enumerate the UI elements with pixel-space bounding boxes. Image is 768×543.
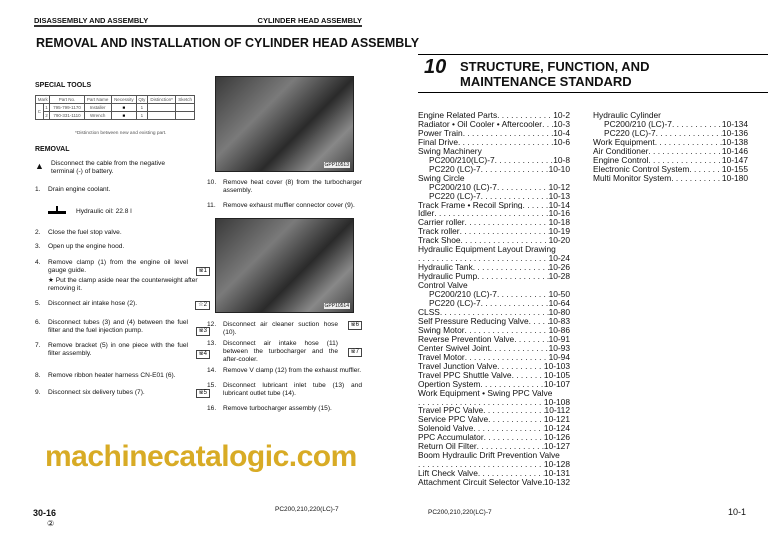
toc-entry-page: 10-134 [721, 119, 748, 129]
star-icon: ★ [48, 277, 56, 284]
toc-entry[interactable] [418, 183, 570, 192]
toc-entry-page: 10-64 [548, 299, 570, 308]
special-tools-heading: SPECIAL TOOLS [35, 82, 92, 89]
chapter-title: STRUCTURE, FUNCTION, AND MAINTENANCE STANDARD [460, 59, 650, 89]
toc-entry-label: Control Valve [418, 281, 468, 291]
toc-entry[interactable] [418, 335, 570, 344]
table-cell: 790-331-1110 [50, 112, 84, 120]
procedure-step: 9. Disconnect six delivery tubes (7). ※5 [35, 389, 210, 397]
procedure-step: 10. Remove heat cover (8) from the turbocharger assembly. [207, 179, 362, 195]
reference-mark: ※5 [196, 389, 210, 398]
procedure-step: 12. Disconnect air cleaner suction hose (10). ※6 [207, 321, 362, 337]
toc-entry-page: 10-93 [548, 343, 570, 353]
toc-entry-label: Hydraulic Tank [418, 263, 473, 273]
photo-label: GPP10514 [324, 303, 349, 309]
hydraulic-oil-spec: Hydraulic oil: 22.8 l [76, 208, 132, 215]
toc-entry-label: Travel Motor [418, 352, 465, 362]
toc-entry[interactable] [418, 263, 570, 272]
toc-entry-page: 10-14 [548, 200, 570, 210]
toc-entry-label: Hydraulic Cylinder [593, 111, 661, 120]
toc-leader-dots [648, 156, 722, 165]
table-cell [147, 112, 175, 120]
toc-leader-dots [481, 165, 549, 174]
reference-mark: ☆2 [195, 301, 210, 310]
toc-leader-dots [484, 433, 544, 442]
toc-entry-page: 10-86 [548, 325, 570, 335]
toc-entry[interactable] [418, 389, 570, 398]
toc-entry[interactable] [418, 147, 570, 156]
toc-entry-label: Travel Junction Valve [418, 361, 498, 371]
toc-entry-page: 10-107 [543, 379, 570, 389]
table-cell: Mark [36, 96, 50, 104]
toc-leader-dots [497, 290, 549, 299]
toc-entry[interactable] [593, 138, 748, 147]
toc-entry[interactable] [418, 433, 570, 442]
toc-entry-label: Self Pressure Reducing Valve [418, 316, 529, 326]
toc-entry[interactable] [418, 460, 570, 469]
toc-leader-dots [523, 201, 549, 210]
toc-leader-dots [465, 353, 549, 362]
toc-entry[interactable] [593, 147, 748, 156]
toc-leader-dots [477, 272, 548, 281]
toc-leader-dots [461, 236, 549, 245]
toc-entry-page: 10-50 [548, 290, 570, 300]
toc-entry-label: PC200/210 (LC)-7 [429, 290, 497, 300]
table-row [36, 104, 195, 112]
toc-entry-label: Lift Check Valve [418, 469, 478, 479]
toc-entry-label: Track roller [418, 227, 460, 237]
toc-entry[interactable] [593, 156, 748, 165]
toc-leader-dots [495, 156, 554, 165]
toc-entry-page: 10-6 [553, 137, 570, 147]
toc-entry-label: Attachment Circuit Selector Valve [418, 478, 543, 488]
toc-entry-page: 10-128 [543, 460, 570, 470]
toc-leader-dots [656, 129, 722, 138]
chapter-number: 10 [424, 56, 447, 78]
toc-entry[interactable] [593, 174, 748, 183]
oil-level-icon [48, 206, 66, 215]
toc-leader-dots [497, 362, 544, 371]
toc-leader-dots [497, 183, 549, 192]
toc-entry[interactable] [418, 209, 570, 218]
toc-entry-page: 10-16 [548, 209, 570, 219]
table-cell: Part No. [50, 96, 84, 104]
table-cell [176, 104, 195, 112]
toc-entry-label: Swing Circle [418, 173, 465, 183]
toc-entry[interactable] [418, 344, 570, 353]
toc-entry[interactable] [418, 424, 570, 433]
table-cell: ■ [111, 112, 136, 120]
model-left: PC200,210,220(LC)-7 [275, 506, 339, 513]
table-cell: C [36, 104, 44, 120]
toc-entry-page: 10-132 [543, 478, 570, 488]
toc-entry-label: Work Equipment [593, 137, 655, 147]
table-cell: ■ [111, 104, 136, 112]
toc-leader-dots [672, 120, 722, 129]
toc-entry-label: Travel PPC Shuttle Valve [418, 370, 512, 380]
toc-entry-label: Track Frame • Recoil Spring [418, 200, 523, 210]
toc-entry[interactable] [418, 451, 570, 460]
removal-heading: REMOVAL [35, 146, 70, 153]
toc-entry[interactable] [418, 415, 570, 424]
toc-entry[interactable] [593, 165, 748, 174]
toc-entry-page: 10-126 [543, 433, 570, 443]
special-tools-table [35, 95, 195, 120]
table-cell: Part Name [84, 96, 111, 104]
toc-entry-page: 10-24 [548, 254, 570, 264]
table-cell: Installer [84, 104, 111, 112]
toc-leader-dots [497, 111, 553, 120]
toc-column-2 [593, 111, 748, 183]
toc-entry[interactable] [418, 290, 570, 299]
toc-entry-label: Travel PPC Valve [418, 406, 484, 416]
toc-entry[interactable] [418, 254, 570, 263]
table-cell: 1 [136, 112, 147, 120]
toc-entry-label: Final Drive [418, 137, 459, 147]
engine-photo-2 [215, 218, 354, 313]
table-cell: Necessity [111, 96, 136, 104]
toc-entry-label: Swing Machinery [418, 146, 482, 156]
toc-leader-dots [481, 192, 549, 201]
toc-entry[interactable] [418, 236, 570, 245]
reference-mark: ※1 [196, 267, 210, 276]
procedure-step: 14. Remove V clamp (12) from the exhaust muffler. [207, 367, 362, 374]
toc-leader-dots [473, 263, 549, 272]
toc-entry-label: PC220 (LC)-7 [429, 191, 481, 201]
toc-entry-page: 10-94 [548, 352, 570, 362]
toc-leader-dots [488, 415, 544, 424]
toc-entry[interactable] [418, 469, 570, 478]
toc-leader-dots [465, 218, 549, 227]
toc-entry-label: Radiator • Oil Cooler • Aftercooler [418, 119, 543, 129]
header-right: CYLINDER HEAD ASSEMBLY [257, 16, 362, 25]
toc-entry[interactable] [418, 281, 570, 290]
toc-entry[interactable] [418, 478, 570, 487]
toc-entry-label: Carrier roller [418, 218, 465, 228]
toc-leader-dots [490, 344, 549, 353]
table-cell: 795-799-1170 [50, 104, 84, 112]
toc-entry-label: Air Conditioner [593, 146, 649, 156]
reference-mark: ※3 [196, 327, 210, 336]
toc-entry[interactable] [418, 398, 570, 407]
toc-entry[interactable] [418, 165, 570, 174]
procedure-step: 15. Disconnect lubricant inlet tube (13) and lubricant outlet tube (14). [207, 382, 362, 398]
toc-leader-dots [418, 398, 544, 407]
toc-leader-dots [480, 380, 544, 389]
toc-leader-dots [458, 138, 553, 147]
toc-entry-page: 10-91 [548, 334, 570, 344]
toc-leader-dots [434, 209, 548, 218]
toc-entry-label: Power Train [418, 128, 463, 138]
toc-entry-label: Hydraulic Pump [418, 272, 478, 282]
toc-leader-dots [440, 308, 549, 317]
procedure-step: 2. Close the fuel stop valve. [35, 229, 122, 236]
toc-entry[interactable] [418, 326, 570, 335]
toc-entry-label: Engine Control [593, 155, 649, 165]
toc-entry-page: 10-146 [721, 146, 748, 156]
toc-entry-page: 10-4 [553, 128, 570, 138]
toc-entry[interactable] [418, 371, 570, 380]
toc-entry-page: 10-2 [553, 111, 570, 120]
header-rule [34, 25, 362, 27]
toc-entry-page: 10-138 [721, 137, 748, 147]
toc-entry-label: Center Swivel Joint [418, 343, 490, 353]
page-number-right: 10-1 [728, 507, 747, 517]
toc-entry-label: Multi Monitor System [593, 173, 672, 183]
toc-leader-dots [483, 406, 544, 415]
toc-entry[interactable] [418, 380, 570, 389]
toc-leader-dots [514, 335, 548, 344]
toc-entry[interactable] [593, 120, 748, 129]
table-cell [176, 112, 195, 120]
engine-photo-1 [215, 76, 354, 172]
table-cell: Wrench [84, 112, 111, 120]
procedure-step: 7. Remove bracket (5) in one piece with the fuel filter assembly. ※4 [35, 342, 210, 358]
toc-entry[interactable] [418, 299, 570, 308]
toc-entry[interactable] [418, 317, 570, 326]
table-cell: 1 [43, 104, 50, 112]
toc-entry-page: 10-20 [548, 236, 570, 246]
warning-icon: ▲ [35, 161, 44, 171]
warning-text: Disconnect the cable from the negative terminal (-) of battery. [51, 160, 165, 176]
toc-entry-label: PC200/210 (LC)-7 [429, 182, 497, 192]
toc-entry[interactable] [418, 120, 570, 129]
toc-entry-label: PC220 (LC)-7 [429, 299, 481, 308]
toc-leader-dots [463, 129, 554, 138]
toc-entry-label: Idler [418, 209, 435, 219]
page-number-left: 30-16 [33, 508, 57, 518]
toc-entry-label: PC220 (LC)-7 [604, 128, 656, 138]
toc-entry-page: 10-147 [721, 155, 748, 165]
toc-entry-label: PPC Accumulator [418, 433, 484, 443]
toc-entry-label: Service PPC Valve [418, 415, 489, 425]
procedure-step: 1. Drain engine coolant. [35, 186, 111, 193]
toc-entry-page: 10-26 [548, 263, 570, 273]
toc-entry-label: PC200/210 (LC)-7 [604, 119, 672, 129]
toc-leader-dots [465, 326, 549, 335]
toc-entry[interactable] [418, 353, 570, 362]
toc-entry-label: Opertion System [418, 379, 481, 389]
toc-entry-page: 10-19 [548, 227, 570, 237]
toc-entry-page: 10-136 [721, 128, 748, 138]
toc-entry-label: Track Shoe [418, 236, 461, 246]
header-left: DISASSEMBLY AND ASSEMBLY [34, 16, 149, 25]
toc-leader-dots [418, 460, 544, 469]
reference-mark: ※7 [348, 348, 362, 357]
table-cell: Qty [136, 96, 147, 104]
toc-entry[interactable] [418, 192, 570, 201]
toc-entry-label: PC220 (LC)-7 [429, 164, 481, 174]
toc-entry-label: Solenoid Valve [418, 424, 474, 434]
toc-leader-dots [655, 138, 722, 147]
procedure-step: 16. Remove turbocharger assembly (15). [207, 405, 332, 412]
toc-leader-dots [477, 442, 544, 451]
model-right: PC200,210,220(LC)-7 [428, 509, 492, 516]
toc-entry-page: 10-105 [543, 370, 570, 380]
table-cell [147, 104, 175, 112]
page-title: REMOVAL AND INSTALLATION OF CYLINDER HEAD ASSEMBLY [36, 36, 420, 50]
toc-entry-page: 10-103 [543, 361, 570, 371]
toc-leader-dots [418, 254, 549, 263]
toc-entry-page: 10-108 [543, 397, 570, 407]
toc-entry[interactable] [593, 111, 748, 120]
toc-column-1 [418, 111, 570, 487]
toc-entry-page: 10-83 [548, 316, 570, 326]
toc-entry-label: CLSS [418, 307, 440, 317]
toc-entry-label: Work Equipment • Swing PPC Valve [418, 388, 553, 398]
toc-entry-page: 10-80 [548, 307, 570, 317]
toc-entry-label: Electronic Control System [593, 164, 690, 174]
toc-entry-page: 10-13 [548, 191, 570, 201]
procedure-step: 5. Disconnect air intake hose (2). ☆2 [35, 300, 210, 308]
toc-entry[interactable] [418, 138, 570, 147]
revision-mark: ② [47, 519, 55, 528]
toc-entry-page: 10-155 [721, 164, 748, 174]
toc-leader-dots [542, 120, 553, 129]
toc-entry-label: Hydraulic Equipment Layout Drawing [418, 245, 556, 255]
toc-entry[interactable] [418, 111, 570, 120]
toc-entry-label: Engine Related Parts [418, 111, 498, 120]
toc-entry[interactable] [418, 442, 570, 451]
toc-entry-page: 10-28 [548, 272, 570, 282]
toc-leader-dots [689, 165, 722, 174]
title-rule-bottom [418, 92, 768, 93]
toc-leader-dots [460, 227, 549, 236]
toc-entry[interactable] [418, 174, 570, 183]
toc-leader-dots [648, 147, 722, 156]
toc-entry[interactable] [418, 218, 570, 227]
reference-mark: ※4 [196, 350, 210, 359]
title-rule-top [418, 54, 768, 55]
toc-leader-dots [671, 174, 722, 183]
toc-entry[interactable] [418, 272, 570, 281]
toc-entry-page: 10-10 [548, 164, 570, 174]
procedure-step: 11. Remove exhaust muffler connector cover (9). [207, 202, 355, 209]
toc-entry[interactable] [418, 362, 570, 371]
toc-leader-dots [512, 371, 544, 380]
toc-entry-page: 10-8 [553, 155, 570, 165]
table-cell: 2 [43, 112, 50, 120]
toc-entry-page: 10-12 [548, 182, 570, 192]
toc-entry-page: 10-121 [543, 415, 570, 425]
reference-mark: ※6 [348, 321, 362, 330]
toc-leader-dots [529, 317, 549, 326]
toc-entry-label: Return Oil Filter [418, 442, 477, 452]
procedure-step: 3. Open up the engine hood. [35, 243, 125, 250]
toc-entry-page: 10-3 [553, 119, 570, 129]
toc-entry[interactable] [593, 129, 748, 138]
toc-entry[interactable] [418, 227, 570, 236]
toc-entry[interactable] [418, 129, 570, 138]
toc-entry-label: Boom Hydraulic Drift Prevention Valve [418, 451, 560, 461]
toc-entry-label: Reverse Prevention Valve [418, 334, 515, 344]
table-cell: Sketch [176, 96, 195, 104]
toc-entry-page: 10-131 [543, 469, 570, 479]
toc-entry[interactable] [418, 156, 570, 165]
toc-entry-label: PC200/210(LC)-7 [429, 155, 495, 165]
toc-entry-page: 10-180 [721, 173, 748, 183]
table-cell: 1 [136, 104, 147, 112]
toc-entry[interactable] [418, 406, 570, 415]
procedure-step: 4. Remove clamp (1) from the engine oil level gauge guide. ※1 [35, 259, 210, 275]
toc-leader-dots [478, 469, 544, 478]
table-row [36, 112, 195, 120]
toc-leader-dots [481, 299, 549, 308]
table-cell: Distinction* [147, 96, 175, 104]
toc-entry[interactable] [418, 245, 570, 254]
procedure-step: 13. Disconnect air intake hose (11) between the turbocharger and the after-cooler. ※7 [207, 340, 362, 365]
toc-leader-dots [473, 424, 544, 433]
toc-entry[interactable] [418, 201, 570, 210]
toc-entry-label: Swing Motor [418, 325, 465, 335]
table-note: *Distinction between new and existing part. [75, 131, 167, 136]
toc-entry-page: 10-112 [544, 406, 570, 416]
procedure-step: 6. Disconnect tubes (3) and (4) between the fuel filter and the fuel injection pump. ※3 [35, 319, 210, 335]
watermark: machinecatalogic.com [45, 440, 357, 473]
procedure-step: 8. Remove ribbon heater harness CN-E01 (6). [35, 372, 176, 379]
toc-entry[interactable] [418, 308, 570, 317]
toc-entry-page: 10-127 [543, 442, 570, 452]
toc-entry-page: 10-18 [548, 218, 570, 228]
toc-entry-page: 10-124 [543, 424, 570, 434]
photo-label: GPP10513 [324, 162, 349, 168]
step-note: ★ Put the clamp aside near the counterweight after removing it. [48, 277, 198, 293]
